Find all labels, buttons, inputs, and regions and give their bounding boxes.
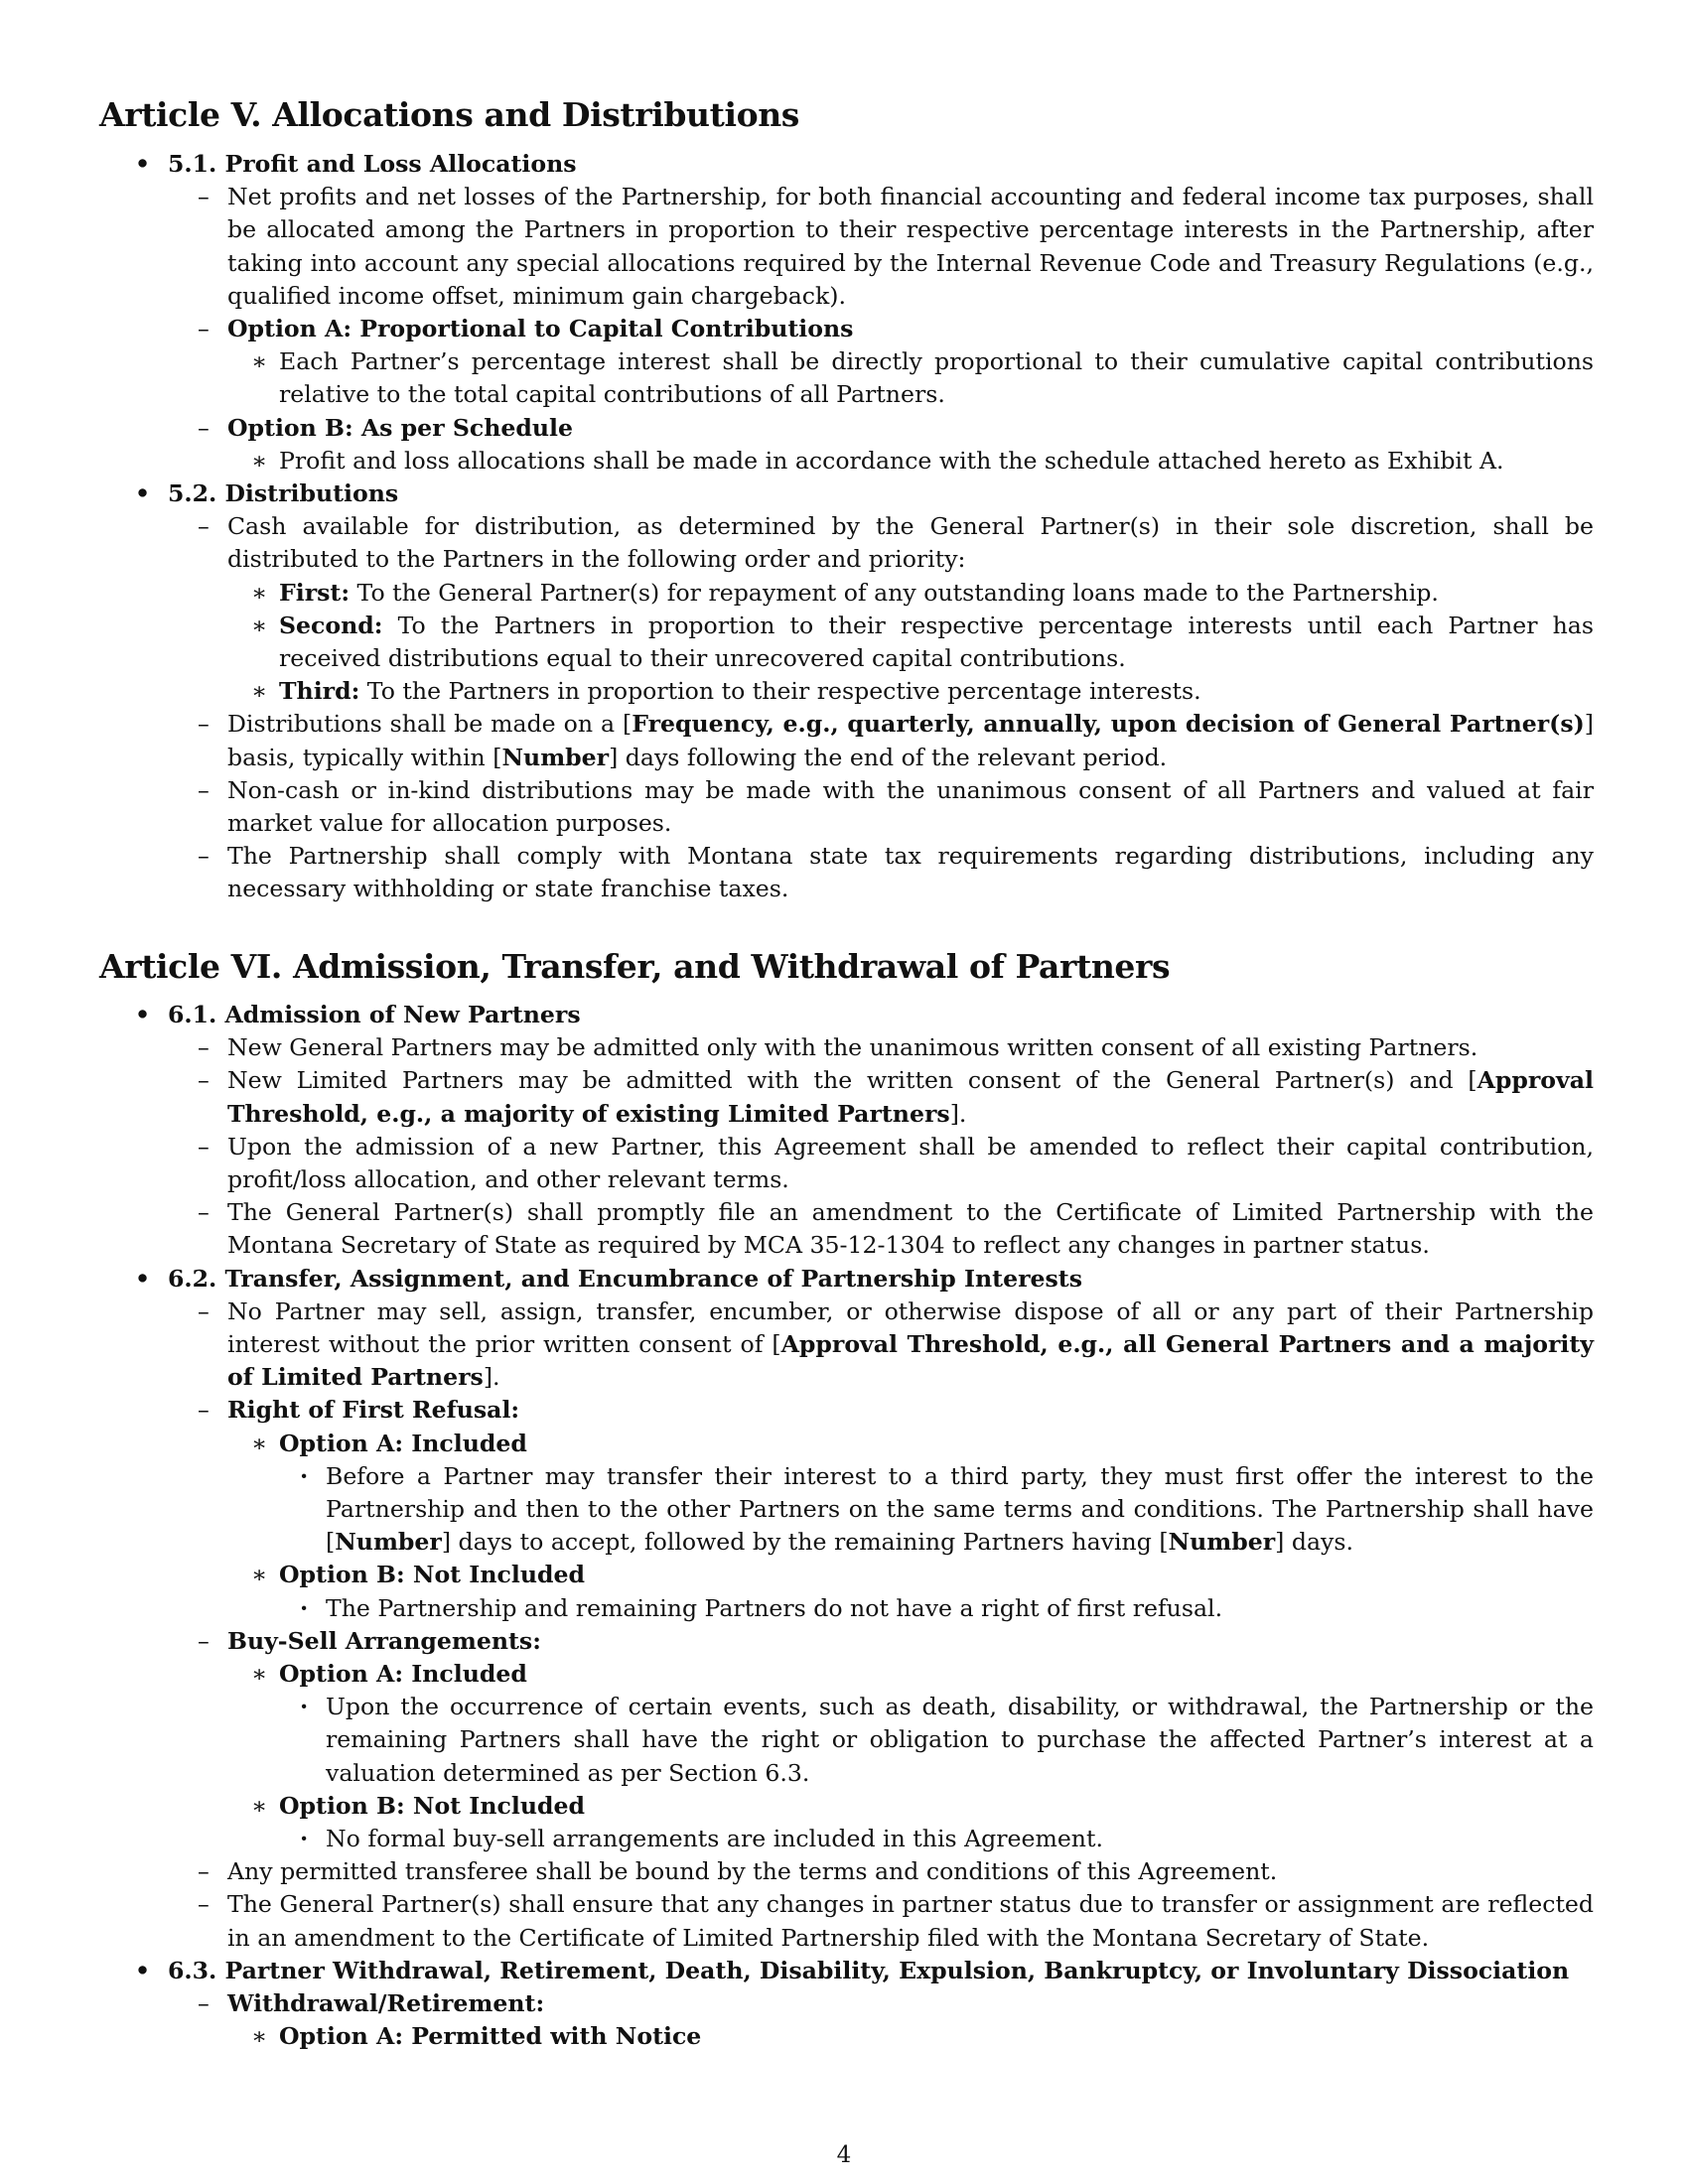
second-text: To the Partners in proportion to their respective percentage interests until each Partner has received distributions equal to their unrecovered capital contributions.	[279, 611, 1594, 673]
option-a-title: Option A: Proportional to Capital Contributions	[227, 315, 854, 343]
section-5-1	[99, 148, 1594, 181]
withdrawal-retirement-title: Withdrawal/Retirement:	[227, 1989, 545, 2018]
text-fragment: New Limited Partners may be admitted with the written consent of the General Partner(s) and [	[227, 1066, 1477, 1095]
certificate-amendment: – The General Partner(s) shall promptly file an amendment to the Certificate of Limited Partnership with the Montana Secretary of State as required by MCA 35-12-1304 to reflect any changes in partner status.	[99, 1196, 1594, 1262]
non-cash-distributions: – Non-cash or in-kind distributions may be made with the unanimous consent of all Partners and valued at fair market value for allocation purposes.	[99, 774, 1594, 840]
third-text: To the Partners in proportion to their respective percentage interests.	[359, 677, 1201, 706]
text-fragment: ] basis, typically within [	[227, 710, 1594, 771]
permitted-transferee: – Any permitted transferee shall be bound by the terms and conditions of this Agreement.	[99, 1855, 1594, 1888]
montana-tax-compliance: – The Partnership shall comply with Montana state tax requirements regarding distributions, including any necessary withholding or state franchise taxes.	[99, 840, 1594, 905]
withdrawal-option-a	[99, 2020, 1594, 2053]
number-placeholder: Number	[501, 743, 610, 771]
rofr-option-a-title: Option A: Included	[279, 1429, 527, 1457]
rofr-option-b-text: · The Partnership and remaining Partners do not have a right of first refusal.	[99, 1592, 1594, 1625]
distribution-frequency	[99, 708, 1594, 773]
withdrawal-option-a-title: Option A: Permitted with Notice	[279, 2022, 702, 2051]
text-fragment: ] days.	[1275, 1528, 1353, 1557]
number-placeholder: Number	[1168, 1528, 1276, 1557]
section-5-2	[99, 478, 1594, 510]
section-5-2-title: 5.2. Distributions	[168, 479, 399, 508]
buy-sell-title: Buy-Sell Arrangements:	[227, 1626, 541, 1655]
text-fragment: Distributions shall be made on a [	[227, 710, 633, 739]
section-6-1	[99, 999, 1594, 1031]
right-of-first-refusal	[99, 1394, 1594, 1427]
section-6-3-title: 6.3. Partner Withdrawal, Retirement, Death, Disability, Expulsion, Bankruptcy, or Involuntary Dissociation	[168, 1956, 1570, 1984]
rofr-option-b	[99, 1559, 1594, 1591]
text-fragment: ].	[483, 1363, 500, 1392]
article-6-list	[99, 999, 1594, 2054]
option-b-title: Option B: As per Schedule	[227, 413, 574, 442]
first-label: First:	[279, 578, 351, 607]
rofr-option-a-text	[99, 1460, 1594, 1560]
text-fragment: ] days following the end of the relevant period.	[609, 743, 1168, 771]
section-6-1-title: 6.1. Admission of New Partners	[168, 1001, 581, 1028]
page-number: 4	[836, 2142, 852, 2168]
second-label: Second:	[279, 611, 383, 639]
buy-sell-arrangements	[99, 1625, 1594, 1658]
rofr-option-a	[99, 1428, 1594, 1460]
withdrawal-retirement	[99, 1987, 1594, 2020]
approval-threshold-placeholder: Approval Threshold, e.g., all General Partners and a majority of Limited Partners	[227, 1330, 1594, 1392]
section-5-1-option-b-text: ∗ Profit and loss allocations shall be made in accordance with the schedule attached hereto as Exhibit A.	[99, 445, 1594, 478]
section-5-1-option-a	[99, 313, 1594, 345]
text-fragment: ] days to accept, followed by the remaining Partners having [	[441, 1528, 1169, 1557]
first-text: To the General Partner(s) for repayment of any outstanding loans made to the Partnership.	[350, 578, 1439, 607]
buy-sell-option-b-title: Option B: Not Included	[279, 1791, 585, 1820]
section-5-1-title: 5.1. Profit and Loss Allocations	[168, 150, 577, 178]
section-5-1-option-b	[99, 412, 1594, 445]
approval-threshold-placeholder: Approval Threshold, e.g., a majority of existing Limited Partners	[227, 1066, 1594, 1128]
distribution-third	[99, 675, 1594, 708]
buy-sell-option-a-text: · Upon the occurrence of certain events, such as death, disability, or withdrawal, the Partnership or the remaining Partners shall have the right or obligation to purchase the affected Partner’s interest at a valuation determined as per Section 6.3.	[99, 1691, 1594, 1790]
number-placeholder: Number	[335, 1528, 442, 1557]
distribution-second	[99, 610, 1594, 675]
distribution-first	[99, 577, 1594, 610]
section-5-1-option-a-text: ∗ Each Partner’s percentage interest shall be directly proportional to their cumulative capital contributions relative to the total capital contributions of all Partners.	[99, 345, 1594, 411]
section-6-3	[99, 1955, 1594, 1987]
new-limited-partners	[99, 1064, 1594, 1130]
section-6-2-title: 6.2. Transfer, Assignment, and Encumbrance of Partnership Interests	[168, 1264, 1082, 1293]
buy-sell-option-b-text: · No formal buy-sell arrangements are included in this Agreement.	[99, 1823, 1594, 1855]
section-5-1-paragraph: – Net profits and net losses of the Partnership, for both financial accounting and federal income tax purposes, shall be allocated among the Partners in proportion to their respective percentage interests in the Partnership, after taking into account any special allocations required by the Internal Revenue Code and Treasury Regulations (e.g., qualified income offset, minimum gain chargeback).	[99, 181, 1594, 313]
article-5-list	[99, 148, 1594, 906]
section-5-2-paragraph: – Cash available for distribution, as determined by the General Partner(s) in their sole discretion, shall be distributed to the Partners in the following order and priority:	[99, 510, 1594, 576]
article-5-title: Article V. Allocations and Distributions	[99, 95, 799, 134]
text-fragment: Before a Partner may transfer their interest to a third party, they must first offer the interest to the Partnership and then to the other Partners on the same terms and conditions. The Partnership shall have [	[326, 1461, 1594, 1557]
article-6-title: Article VI. Admission, Transfer, and Withdrawal of Partners	[99, 947, 1171, 986]
partner-status-changes: – The General Partner(s) shall ensure that any changes in partner status due to transfer or assignment are reflected in an amendment to the Certificate of Limited Partnership filed with the Montana Secretary of State.	[99, 1888, 1594, 1954]
buy-sell-option-b	[99, 1790, 1594, 1823]
text-fragment: No Partner may sell, assign, transfer, encumber, or otherwise dispose of all or any part of their Partnership interest without the prior written consent of [	[227, 1297, 1594, 1359]
rofr-option-b-title: Option B: Not Included	[279, 1561, 585, 1589]
rofr-title: Right of First Refusal:	[227, 1396, 520, 1425]
frequency-placeholder: Frequency, e.g., quarterly, annually, upon decision of General Partner(s)	[632, 710, 1585, 739]
third-label: Third:	[279, 677, 360, 706]
agreement-amendment: – Upon the admission of a new Partner, this Agreement shall be amended to reflect their capital contribution, profit/loss allocation, and other relevant terms.	[99, 1131, 1594, 1196]
buy-sell-option-a-title: Option A: Included	[279, 1660, 527, 1689]
new-general-partners: – New General Partners may be admitted only with the unanimous written consent of all existing Partners.	[99, 1031, 1594, 1064]
text-fragment: ].	[949, 1099, 967, 1128]
buy-sell-option-a	[99, 1658, 1594, 1691]
transfer-restriction	[99, 1296, 1594, 1395]
section-6-2	[99, 1263, 1594, 1296]
